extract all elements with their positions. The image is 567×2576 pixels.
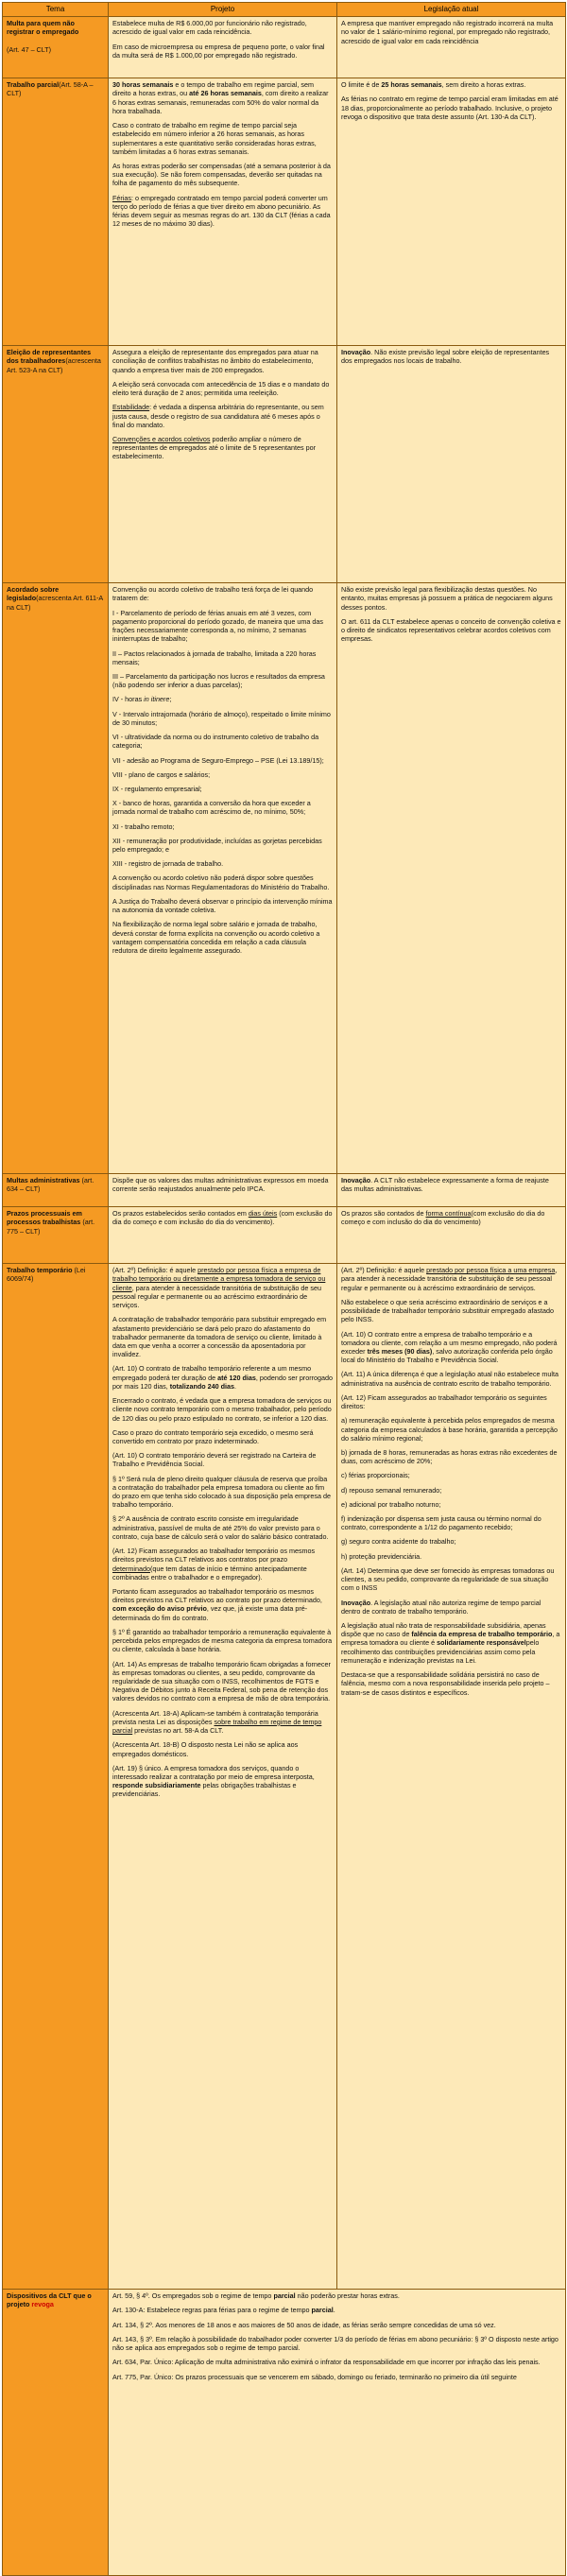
- header-row: [3, 3, 566, 17]
- row-trabalho-temporario: [3, 1264, 566, 2290]
- row-eleicao-representantes: [3, 346, 566, 583]
- atual-cell: Os prazos são contados de forma contínua(com exclusão do dia do começo e com inclusão do dia do vencimento): [337, 1207, 566, 1264]
- row-dispositivos-revogados: [3, 2290, 566, 2576]
- tema-cell: Prazos processuais em processos trabalhistas (art. 775 – CLT): [3, 1207, 109, 1264]
- atual-cell: Inovação. A CLT não estabelece expressamente a forma de reajuste das multas administrativas.: [337, 1174, 566, 1207]
- atual-cell: (Art. 2º) Definição: é aquele prestado por pessoa física a uma empresa, para atender à necessidade transitória de substituição de seu pessoal regular e permanente ou à acréscimo extraordinário de serviços. Não estabelece o que seria acréscimo extraordinário de serviços e a possibilidade de trabalhador temporário substituir empregado afastado pelo INSS. (Art. 10) O contrato entre a empresa de trabalho temporário e a tomadora ou cliente, com relação a um mesmo empregado, não poderá exceder três meses (90 dias), salvo autorização conferida pelo órgão local do Ministério do Trabalho e Previdência Social. (Art. 11) A única diferença é que a legislação atual não estabelece multa administrativa na ausência de contrato escrito de trabalho temporário. (Art. 12) Ficam assegurados ao trabalhador temporário os seguintes direitos: a) remuneração equivalente à percebida pelos empregados de mesma categoria da empresa calculados à base horária, garantida a percepção do salário mínimo regional; b) jornada de 8 horas, remuneradas as horas extras não excedentes de duas, com acréscimo de 20%; c) férias proporcionais; d) repouso semanal remunerado; e) adicional por trabalho noturno; f) indenização por dispensa sem justa causa ou término normal do contrato, correspondente a 1/12 do pagamento recebido; g) seguro contra acidente do trabalho; h) proteção previdenciária. (Art. 14) Determina que deve ser fornecido às empresas tomadoras ou clientes, a seu pedido, comprovante da regularidade de sua situação com o INSS Inovação. A legislação atual não autoriza regime de tempo parcial dentro de contrato de trabalho temporário. A legislação atual não trata de responsabilidade subsidiária, apenas dispõe que no caso de falência da empresa de trabalho temporário, a empresa tomadora ou cliente é solidariamente responsávelpelo recolhimento das contribuições previdenciárias assim como pela remuneração e indenização previstas na Lei. Destaca-se que a responsabilidade solidária persistirá no caso de falência, mesmo com a nova responsabilidade inserida pelo projeto – tratam-se de casos distintos e específicos.: [337, 1264, 566, 2290]
- atual-cell: Não existe previsão legal para flexibilização destas questões. No entanto, muitas empresas já possuem a prática de negociarem alguns desses pontos. O art. 611 da CLT estabelece apenas o conceito de convenção coletiva e o direito de sindicatos representativos celebrar acordos coletivos com empresas.: [337, 583, 566, 1174]
- tema-cell: Trabalho parcial(Art. 58-A – CLT): [3, 78, 109, 346]
- tema-cell: Eleição de representantes dos trabalhadores(acrescenta Art. 523-A na CLT): [3, 346, 109, 583]
- projeto-cell: Os prazos estabelecidos serão contados em dias úteis (com exclusão do dia do começo e com inclusão do dia do vencimento).: [109, 1207, 337, 1264]
- row-multas-administrativas: [3, 1174, 566, 1207]
- tema-cell: Multa para quem não registrar o empregado (Art. 47 – CLT): [3, 17, 109, 78]
- projeto-cell: 30 horas semanais e o tempo de trabalho em regime parcial, sem direito a horas extras, ou até 26 horas semanais, com direito a realizar 6 horas extras semanais, remuneradas com 50% do valor normal da hora trabalhada. Caso o contrato de trabalho em regime de tempo parcial seja estabelecido em número inferior a 26 horas semanais, as horas suplementares a este quantitativo serão consideradas horas extras, também limitadas a 6 horas extras semanais. As horas extras poderão ser compensadas (até a semana posterior à da sua execução). Se não forem compensadas, deverão ser quitadas na folha de pagamento do mês subsequente. Férias: o empregado contratado em tempo parcial poderá converter um terço do período de férias a que tiver direito em abono pecuniário. As férias devem seguir as mesmas regras do art. 130 da CLT (férias a cada 12 meses de no máximo 30 dias).: [109, 78, 337, 346]
- comparison-table: [2, 2, 566, 2576]
- projeto-cell: (Art. 2º) Definição: é aquele prestado por pessoa física a empresa de trabalho temporário ou diretamente a empresa tomadora de serviço ou cliente, para atender à necessidade transitória de substituição de seu pessoal regular e permanente ou ao acréscimo extraordinário de serviços. A contratação de trabalhador temporário para substituir empregado em afastamento previdenciário se dará pelo prazo do afastamento do trabalhador permanente da tomadora de serviço ou cliente, limitado à data em que venha a ocorrer a concessão da aposentadoria por invalidez. (Art. 10) O contrato de trabalho temporário referente a um mesmo empregado poderá ter duração de até 120 dias, podendo ser prorrogado por mais 120 dias, totalizando 240 dias. Encerrado o contrato, é vedada que a empresa tomadora de serviços ou cliente novo contrato temporário com o mesmo trabalhador, pelo período de 120 dias ou pelo prazo estipulado no contrato, se inferior a 120 dias. Caso o prazo do contrato temporário seja excedido, o mesmo será convertido em contrato por prazo indeterminado. (Art. 10) O contrato temporário deverá ser registrado na Carteira de Trabalho e Previdência Social. § 1º Será nula de pleno direito qualquer cláusula de reserva que proíba a contratação do trabalhador pela empresa tomadora ou cliente ao fim do prazo em que tenha sido colocado à sua disposição pela empresa de trabalho temporário. § 2º A ausência de contrato escrito consiste em irregularidade administrativa, passível de multa de até 25% do valor previsto para o contrato, cuja base de cálculo será o valor do salário básico contratado. (Art. 12) Ficam assegurados ao trabalhador temporário os mesmos direitos previstos na CLT relativos aos contratos por prazo determinado(que tem datas de início e término antecipadamente combinadas entre o trabalhador e o empregador). Portanto ficam assegurados ao trabalhador temporário os mesmos direitos previstos na CLT relativos ao contrato por prazo determinado, com exceção do aviso prévio, vez que, já existe uma data pré-determinada do fim do contrato. § 1º É garantido ao trabalhador temporário a remuneração equivalente à percebida pelos empregados de mesma categoria da empresa tomadora ou cliente, calculada à base horária. (Art. 14) As empresas de trabalho temporário ficam obrigadas a fornecer às empresas tomadoras ou clientes, a seu pedido, comprovante da regularidade de sua situação com o INSS, recolhimentos de FGTS e Negativa de Débitos junto à Receita Federal, sob pena de retenção dos valores devidos no contrato com a empresa de mão de obra temporária. (Acrescenta Art. 18-A) Aplicam-se também à contratação temporária prevista nesta Lei as disposições sobre trabalho em regime de tempo parcial previstas no art. 58-A da CLT. (Acrescenta Art. 18-B) O disposto nesta Lei não se aplica aos empregados domésticos. (Art. 19) § único. A empresa tomadora dos serviços, quando o interessado realizar a contratação por meio de empresa interposta, responde subsidiariamente pelas obrigações trabalhistas e previdenciárias.: [109, 1264, 337, 2290]
- header-projeto: Projeto: [109, 3, 337, 17]
- row-acordado-sobre-legislado: [3, 583, 566, 1174]
- row-multa-registro: [3, 17, 566, 78]
- tema-cell: Trabalho temporário (Lei 6069/74): [3, 1264, 109, 2290]
- row-prazos-processuais: [3, 1207, 566, 1264]
- tema-cell: Multas administrativas (art. 634 – CLT): [3, 1174, 109, 1207]
- projeto-cell: Convenção ou acordo coletivo de trabalho terá força de lei quando tratarem de: I - Parcelamento de período de férias anuais em até 3 vezes, com pagamento proporcional do período gozado, de maneira que uma das frações necessariamente corresponda a, no mínimo, 2 semanas ininterruptas de trabalho; II – Pactos relacionados à jornada de trabalho, limitada a 220 horas mensais; III – Parcelamento da participação nos lucros e resultados da empresa (não podendo ser inferior a duas parcelas); IV - horas in itinere; V - Intervalo intrajornada (horário de almoço), respeitado o limite mínimo de 30 minutos; VI - ultratividade da norma ou do instrumento coletivo de trabalho da categoria; VII - adesão ao Programa de Seguro-Emprego – PSE (Lei 13.189/15); VIII - plano de cargos e salários; IX - regulamento empresarial; X - banco de horas, garantida a conversão da hora que exceder a jornada normal de trabalho com acréscimo de, no mínimo, 50%; XI - trabalho remoto; XII - remuneração por produtividade, incluídas as gorjetas percebidas pelo empregado; e XIII - registro de jornada de trabalho. A convenção ou acordo coletivo não poderá dispor sobre questões disciplinadas nas Normas Regulamentadoras do Ministério do Trabalho. A Justiça do Trabalho deverá observar o princípio da intervenção mínima na autonomia da vontade coletiva. Na flexibilização de norma legal sobre salário e jornada de trabalho, deverá constar de forma explícita na convenção ou acordo coletivo a vantagem compensatória concedida em relação a cada cláusula redutora de direito legalmente assegurado.: [109, 583, 337, 1174]
- revogados-cell: Art. 59, § 4º. Os empregados sob o regime de tempo parcial não poderão prestar horas extras. Art. 130-A: Estabelece regras para férias para o regime de tempo parcial. Art. 134, § 2º. Aos menores de 18 anos e aos maiores de 50 anos de idade, as férias serão sempre concedidas de uma só vez. Art. 143, § 3º. Em relação à possibilidade do trabalhador poder converter 1/3 do período de férias em abono pecuniário: § 3º O disposto neste artigo não se aplica aos empregados sob o regime de tempo parcial. Art. 634, Par. Único: Aplicação de multa administrativa não eximirá o infrator da responsabilidade em que incorrer por infração das leis penais. Art. 775, Par. Único: Os prazos processuais que se vencerem em sábado, domingo ou feriado, terminarão no primeiro dia útil seguinte: [109, 2290, 566, 2576]
- row-trabalho-parcial: [3, 78, 566, 346]
- projeto-cell: Assegura a eleição de representante dos empregados para atuar na conciliação de conflitos trabalhistas no âmbito do estabelecimento, quando a empresa tiver mais de 200 empregados. A eleição será convocada com antecedência de 15 dias e o mandato do eleito terá duração de 2 anos; permitida uma reeleição. Estabilidade: é vedada a dispensa arbitrária do representante, ou sem justa causa, desde o registro de sua candidatura até 6 meses após o final do mandato. Convenções e acordos coletivos poderão ampliar o número de representantes de empregados até o limite de 5 representantes por estabelecimento.: [109, 346, 337, 583]
- atual-cell: O limite é de 25 horas semanais, sem direito a horas extras. As férias no contrato em regime de tempo parcial eram limitadas em até 18 dias, proporcionalmente ao período trabalhado. Inclusive, o projeto revoga o dispositivo que trata deste assunto (Art. 130-A da CLT).: [337, 78, 566, 346]
- projeto-cell: Estabelece multa de R$ 6.000,00 por funcionário não registrado, acrescido de igual valor em cada reincidência. Em caso de microempresa ou empresa de pequeno porte, o valor final da multa será de R$ 1.000,00 por empregado não registrado.: [109, 17, 337, 78]
- header-legislacao-atual: Legislação atual: [337, 3, 566, 17]
- tema-cell: Dispositivos da CLT que o projeto revoga: [3, 2290, 109, 2576]
- tema-cell: Acordado sobre legislado(acrescenta Art. 611-A na CLT): [3, 583, 109, 1174]
- header-tema: Tema: [3, 3, 109, 17]
- atual-cell: Inovação. Não existe previsão legal sobre eleição de representantes dos empregados nos locais de trabalho.: [337, 346, 566, 583]
- projeto-cell: Dispõe que os valores das multas administrativas expressos em moeda corrente serão reajustados anualmente pelo IPCA.: [109, 1174, 337, 1207]
- atual-cell: A empresa que mantiver empregado não registrado incorrerá na multa no valor de 1 salário-mínimo regional, por empregado não registrado, acrescido de igual valor em cada reincidência: [337, 17, 566, 78]
